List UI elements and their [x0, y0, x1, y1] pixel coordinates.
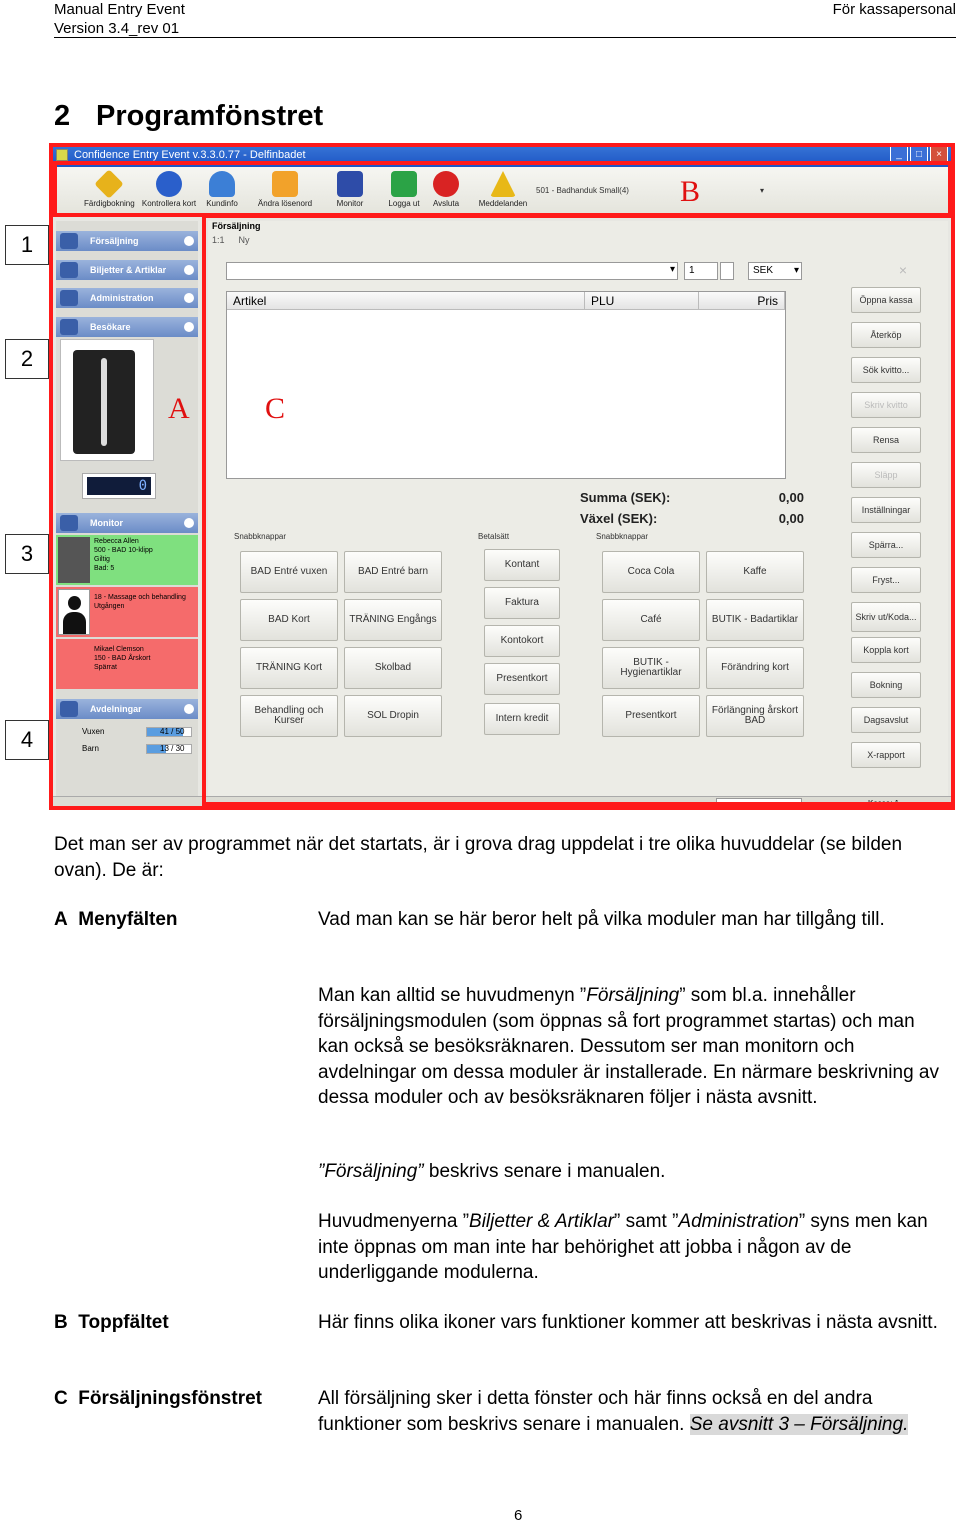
close-icon[interactable]: ×	[930, 146, 948, 163]
toolbar-label: Avsluta	[432, 199, 460, 208]
group-label: Snabbknappar	[234, 532, 287, 541]
toolbar-label: Meddelanden	[478, 199, 528, 208]
text-run: Huvudmenyerna ”	[318, 1211, 470, 1232]
chevron-down-icon: ▾	[669, 264, 675, 275]
frame-b-toolbar	[53, 161, 952, 217]
minimize-icon[interactable]: _	[890, 146, 908, 163]
menu-label: Biljetter & Artiklar	[90, 265, 167, 275]
refund-button[interactable]: Återköp	[851, 322, 921, 348]
monitor-line: Utgången	[94, 603, 125, 610]
term-b	[54, 1310, 169, 1336]
counter-value: 0	[87, 477, 151, 495]
payment-button[interactable]: Faktura	[484, 587, 560, 619]
header-doc-title: Manual Entry Event	[54, 1, 185, 18]
text-run: All försäljning sker i detta fönster och här finns också en del andra funktioner som beskrivs senare i manualen.	[318, 1388, 873, 1435]
monitor-line: Giltig	[94, 556, 110, 563]
def-a-p3	[318, 1159, 948, 1185]
currency-value: SEK	[753, 265, 774, 276]
quantity-input[interactable]: 1	[684, 262, 718, 280]
print-encode-button[interactable]: Skriv ut/Koda...	[851, 602, 921, 632]
sales-title: Försäljning	[212, 221, 261, 231]
text-run: Man kan alltid se huvudmenyn ”	[318, 985, 587, 1006]
emphasis: Försäljning	[586, 985, 680, 1006]
term-c	[54, 1386, 262, 1412]
def-b-p: Här finns olika ikoner vars funktioner kommer att beskrivas i nästa avsnitt.	[318, 1312, 938, 1333]
clear-button[interactable]: Rensa	[851, 427, 921, 453]
quick-button[interactable]: TRÄNING Engångs	[344, 599, 442, 641]
section-number: 2	[54, 100, 71, 132]
text-run: ” syns men kan inte öppnas om man inte har behörighet att jobba i någon av de underliggande modulerna.	[318, 1211, 928, 1283]
quick-button[interactable]: BAD Entré barn	[344, 551, 442, 593]
vaxel-value: 0,00	[778, 511, 804, 526]
section-heading	[54, 100, 323, 133]
quick-button[interactable]: Kaffe	[706, 551, 804, 593]
header-audience: För kassapersonal	[832, 1, 956, 18]
column-header-artikel[interactable]: Artikel	[227, 292, 585, 310]
quick-button[interactable]: BUTIK - Badartiklar	[706, 599, 804, 641]
toolbar-label: Logga ut	[388, 199, 420, 208]
quick-button[interactable]: Café	[602, 599, 700, 641]
def-c-p	[318, 1386, 948, 1437]
toolbar-label: Färdigbokning	[84, 199, 135, 208]
search-receipt-button[interactable]: Sök kvitto...	[851, 357, 921, 383]
def-a-p1: Vad man kan se här beror helt på vilka moduler man har tillgång till.	[318, 909, 885, 930]
department-name: Barn	[82, 744, 99, 753]
clear-icon[interactable]: ×	[898, 262, 908, 278]
vaxel-label: Växel (SEK):	[580, 511, 658, 526]
quick-button[interactable]: Skolbad	[344, 647, 442, 689]
payment-button[interactable]: Presentkort	[484, 663, 560, 695]
quick-button[interactable]: BUTIK - Hygienartiklar	[602, 647, 700, 689]
department-name: Vuxen	[82, 727, 105, 736]
menu-label: Monitor	[90, 518, 123, 528]
menu-label: Avdelningar	[90, 704, 142, 714]
payment-button[interactable]: Kontokort	[484, 625, 560, 657]
quick-button[interactable]: Presentkort	[602, 695, 700, 737]
section-title: Programfönstret	[96, 100, 324, 132]
freeze-button[interactable]: Fryst...	[851, 567, 921, 593]
header-rule	[54, 37, 956, 38]
toolbar-label: Monitor	[336, 199, 364, 208]
quick-button[interactable]: Coca Cola	[602, 551, 700, 593]
callout-4: 4	[5, 720, 49, 760]
def-a-p4	[318, 1209, 948, 1286]
toolbar-label: Ändra lösenord	[257, 199, 313, 208]
term-name: Försäljningsfönstret	[78, 1388, 262, 1409]
open-register-button[interactable]: Öppna kassa	[851, 287, 921, 313]
monitor-line: 500 - BAD 10-klipp	[94, 547, 153, 554]
payment-button[interactable]: Intern kredit	[484, 703, 560, 735]
quick-button[interactable]: Behandling och Kurser	[240, 695, 338, 737]
payment-button[interactable]: Kontant	[484, 549, 560, 581]
group-label: Betalsätt	[478, 532, 510, 541]
monitor-line: 18 - Massage och behandling	[94, 594, 186, 601]
monitor-line: Rebecca Allen	[94, 538, 139, 545]
tab-1[interactable]: 1:1	[212, 235, 225, 245]
toolbar-label: Kontrollera kort	[141, 199, 197, 208]
term-letter: C	[54, 1388, 68, 1409]
column-header-pris[interactable]: Pris	[699, 292, 785, 310]
link-card-button[interactable]: Koppla kort	[851, 637, 921, 663]
window-title: Confidence Entry Event v.3.3.0.77 - Delfinbadet	[74, 149, 306, 161]
status-kassa: Kassa: 1	[868, 799, 900, 808]
group-label: Snabbknappar	[596, 532, 649, 541]
header-left	[54, 0, 185, 38]
chevron-down-icon: ▾	[793, 265, 799, 276]
day-close-button[interactable]: Dagsavslut	[851, 707, 921, 733]
settings-button[interactable]: Inställningar	[851, 497, 921, 523]
monitor-line: Spärrat	[94, 664, 117, 671]
def-a-p2	[318, 983, 948, 1111]
label-c: C	[265, 392, 286, 425]
emphasis: Administration	[678, 1211, 799, 1232]
text-run: ” samt ”	[614, 1211, 679, 1232]
chevron-down-icon: ▾	[759, 186, 764, 195]
frame-c-sales	[202, 214, 955, 806]
term-name: Menyfälten	[78, 909, 178, 930]
text-run: beskrivs senare i manualen.	[423, 1161, 666, 1182]
page-number: 6	[514, 1507, 523, 1524]
booking-button[interactable]: Bokning	[851, 672, 921, 698]
term-name: Toppfältet	[78, 1312, 169, 1333]
quick-button[interactable]: BAD Entré vuxen	[240, 551, 338, 593]
callout-1: 1	[5, 225, 49, 265]
term-a	[54, 907, 178, 933]
block-button[interactable]: Spärra...	[851, 532, 921, 558]
term-letter: B	[54, 1312, 68, 1333]
toolbar-label: Kundinfo	[206, 199, 238, 208]
menu-label: Besökare	[90, 322, 131, 332]
label-b: B	[680, 175, 701, 208]
department-count: 13 / 30	[160, 744, 185, 753]
release-button[interactable]: Släpp	[851, 462, 921, 488]
emphasis: ”Försäljning”	[318, 1161, 424, 1182]
callout-2: 2	[5, 339, 49, 379]
intro-paragraph: Det man ser av programmet när det startats, är i grova drag uppdelat i tre olika huvuddelar (se bilden ovan). De är:	[54, 834, 903, 881]
quick-button[interactable]: Förändring kort	[706, 647, 804, 689]
header-version: Version 3.4_rev 01	[54, 20, 180, 37]
menu-label: Försäljning	[90, 236, 139, 246]
monitor-line: Mikael Clemson	[94, 646, 144, 653]
menu-label: Administration	[90, 293, 154, 303]
label-a: A	[168, 392, 190, 425]
term-letter: A	[54, 909, 68, 930]
monitor-line: 150 - BAD Årskort	[94, 655, 151, 662]
department-count: 41 / 50	[160, 727, 185, 736]
monitor-line: Bad: 5	[94, 565, 115, 572]
emphasis: Biljetter & Artiklar	[469, 1211, 615, 1232]
quick-button[interactable]: BAD Kort	[240, 599, 338, 641]
summa-label: Summa (SEK):	[580, 490, 671, 505]
quick-button[interactable]: Förlängning årskort BAD	[706, 695, 804, 737]
callout-3: 3	[5, 534, 49, 574]
tab-ny[interactable]: Ny	[238, 235, 250, 245]
cross-reference-link[interactable]: Se avsnitt 3 – Försäljning.	[689, 1413, 909, 1435]
quick-button[interactable]: SOL Dropin	[344, 695, 442, 737]
text-run: ” som bl.a. innehåller försäljningsmodulen (som öppnas så fort programmet startas) och man kan också se besöksräknaren. Dessutom ser man monitorn och avdelningar om dessa moduler är installerade. En närmare beskrivning av dessa moduler och av besöksräknaren följer i nästa avsnitt.	[318, 985, 939, 1108]
print-receipt-button[interactable]: Skriv kvitto	[851, 392, 921, 418]
column-header-plu[interactable]: PLU	[585, 292, 699, 310]
summa-value: 0,00	[778, 490, 804, 505]
quick-button[interactable]: TRÄNING Kort	[240, 647, 338, 689]
toolbar-dropdown-value: 501 - Badhanduk Small(4)	[536, 186, 629, 195]
x-report-button[interactable]: X-rapport	[851, 742, 921, 768]
maximize-icon[interactable]: □	[910, 146, 928, 163]
